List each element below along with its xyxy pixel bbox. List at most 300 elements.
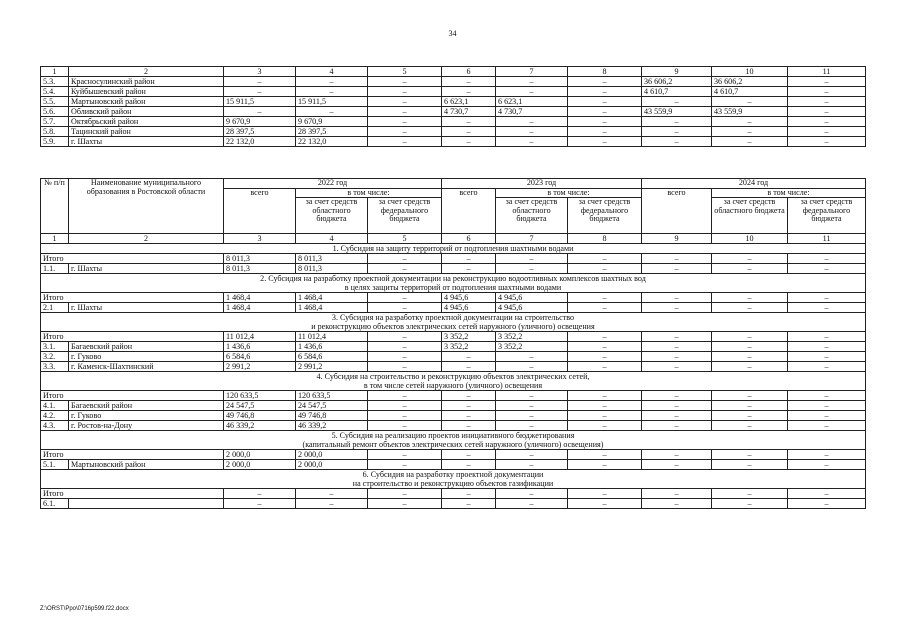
section-subtitle-row xyxy=(41,322,866,332)
section-subtitle-row xyxy=(41,381,866,391)
table-cell: – xyxy=(368,342,442,352)
table-cell: – xyxy=(296,107,368,117)
table-cell: – xyxy=(568,117,642,127)
table-cell: 6.1. xyxy=(41,499,69,509)
table-cell: – xyxy=(368,87,442,97)
table-cell: – xyxy=(788,127,866,137)
table-row xyxy=(41,264,866,274)
column-number: 2 xyxy=(69,234,224,244)
table-cell: 4 945,6 xyxy=(442,293,496,303)
table-cell: – xyxy=(712,117,788,127)
section-title-row xyxy=(41,470,866,480)
table-cell: – xyxy=(368,450,442,460)
table-cell: 3 352,2 xyxy=(496,342,568,352)
table-cell: – xyxy=(642,293,712,303)
table-cell: 28 397,5 xyxy=(296,127,368,137)
table-cell: – xyxy=(496,401,568,411)
table-cell: – xyxy=(296,499,368,509)
column-number: 6 xyxy=(442,234,496,244)
table-cell: – xyxy=(296,87,368,97)
table-cell: – xyxy=(788,137,866,147)
header-incl: в том числе: xyxy=(712,188,866,198)
section-title-row xyxy=(41,244,866,254)
table-cell: – xyxy=(712,450,788,460)
table-cell: – xyxy=(442,264,496,274)
table-cell: – xyxy=(568,499,642,509)
table-cell: 11 012,4 xyxy=(224,332,296,342)
table-cell: – xyxy=(568,293,642,303)
table-cell: Красносулинский район xyxy=(69,77,224,87)
table-cell: – xyxy=(712,362,788,372)
table-cell: 46 339,2 xyxy=(296,421,368,431)
table-cell: 49 746,8 xyxy=(296,411,368,421)
table-cell: – xyxy=(642,352,712,362)
table-cell: 5.8. xyxy=(41,127,69,137)
table-cell: – xyxy=(368,332,442,342)
table-cell: – xyxy=(642,362,712,372)
table-cell: Тацинский район xyxy=(69,127,224,137)
table-cell: 5.5. xyxy=(41,97,69,107)
table-cell: – xyxy=(568,489,642,499)
table-cell: 24 547,5 xyxy=(296,401,368,411)
table-cell: – xyxy=(712,499,788,509)
table-row xyxy=(41,107,866,117)
table-cell: г. Гуково xyxy=(69,411,224,421)
table-cell: – xyxy=(788,342,866,352)
table-cell: – xyxy=(368,499,442,509)
table-cell: 4 945,6 xyxy=(496,303,568,313)
table-cell: 5.7. xyxy=(41,117,69,127)
section-title: 1. Субсидия на защиту территорий от подтопления шахтными водами xyxy=(41,244,866,254)
table-cell: – xyxy=(442,117,496,127)
table-cell: – xyxy=(788,460,866,470)
section-title: 4. Субсидия на строительство и реконструкцию объектов электрических сетей, xyxy=(41,372,866,382)
table-cell: – xyxy=(368,293,442,303)
table-row xyxy=(41,421,866,431)
table-cell: 6 623,1 xyxy=(496,97,568,107)
section-title-row xyxy=(41,274,866,284)
table-cell: – xyxy=(442,87,496,97)
table-cell: – xyxy=(712,342,788,352)
table-cell: – xyxy=(568,362,642,372)
table-cell: – xyxy=(224,499,296,509)
table-cell: 2 000,0 xyxy=(224,450,296,460)
table-cell: – xyxy=(788,264,866,274)
table-cell: 5.9. xyxy=(41,137,69,147)
table-cell: – xyxy=(442,352,496,362)
table-cell: – xyxy=(442,254,496,264)
header-row-years xyxy=(41,179,866,189)
table-cell: 4.1. xyxy=(41,401,69,411)
column-number: 1 xyxy=(41,234,69,244)
section-subtitle-row xyxy=(41,283,866,293)
header-federal: за счет средств федерального бюджета xyxy=(568,198,642,234)
table-cell: – xyxy=(368,460,442,470)
table-cell: – xyxy=(368,362,442,372)
table-cell: – xyxy=(712,264,788,274)
table-cell: 8 011,3 xyxy=(296,254,368,264)
table-cell: – xyxy=(788,97,866,107)
table-cell: 22 132,0 xyxy=(296,137,368,147)
table-cell: 36 606,2 xyxy=(712,77,788,87)
table-cell: 6 623,1 xyxy=(442,97,496,107)
table-cell: 2 000,0 xyxy=(224,460,296,470)
table-row xyxy=(41,401,866,411)
section-subtitle: (капитальный ремонт объектов электрических сетей наружного (уличного) освещения) xyxy=(41,440,866,450)
table-cell: 11 012,4 xyxy=(296,332,368,342)
total-row xyxy=(41,489,866,499)
header-total: всего xyxy=(442,188,496,234)
table-cell: – xyxy=(788,499,866,509)
table-cell: г. Каменск-Шахтинский xyxy=(69,362,224,372)
table-row xyxy=(41,460,866,470)
section-subtitle: в целях защиты территорий от подтопления шахтными водами xyxy=(41,283,866,293)
table-cell: 2 991,2 xyxy=(296,362,368,372)
table-cell: – xyxy=(442,421,496,431)
table-cell: – xyxy=(442,460,496,470)
table-cell: 2 000,0 xyxy=(296,450,368,460)
table-cell: 46 339,2 xyxy=(224,421,296,431)
table-cell: – xyxy=(496,411,568,421)
table-cell: г. Шахты xyxy=(69,264,224,274)
table-cell: – xyxy=(712,254,788,264)
table-cell: – xyxy=(496,489,568,499)
table-cell: Багаевский район xyxy=(69,401,224,411)
total-label: Итого xyxy=(41,450,224,460)
table-cell: – xyxy=(712,97,788,107)
column-number-row xyxy=(41,67,866,77)
column-number: 5 xyxy=(368,234,442,244)
table-cell: 4 610,7 xyxy=(642,87,712,97)
total-row xyxy=(41,450,866,460)
table-cell: – xyxy=(368,77,442,87)
table-cell: 5.1. xyxy=(41,460,69,470)
table-cell: 43 559,9 xyxy=(642,107,712,117)
table-cell: – xyxy=(496,499,568,509)
table-cell: 4 945,6 xyxy=(496,293,568,303)
table-cell: – xyxy=(642,264,712,274)
table-cell: – xyxy=(568,77,642,87)
table-cell: 15 911,5 xyxy=(224,97,296,107)
table-cell: – xyxy=(496,254,568,264)
table-cell: – xyxy=(568,352,642,362)
section-subtitle: в том числе сетей наружного (уличного) освещения xyxy=(41,381,866,391)
total-row xyxy=(41,254,866,264)
section-title-row xyxy=(41,313,866,323)
table-cell: – xyxy=(568,107,642,117)
table-cell: – xyxy=(642,127,712,137)
table-cell: 1 436,6 xyxy=(296,342,368,352)
column-number: 10 xyxy=(712,67,788,77)
table-cell: – xyxy=(568,450,642,460)
table-cell: г. Ростов-на-Дону xyxy=(69,421,224,431)
header-incl: в том числе: xyxy=(496,188,642,198)
table-row xyxy=(41,117,866,127)
table-cell: 2.1 xyxy=(41,303,69,313)
table-cell: – xyxy=(368,401,442,411)
table-cell: 1 468,4 xyxy=(296,293,368,303)
table-cell: Куйбышевский район xyxy=(69,87,224,97)
table-row xyxy=(41,411,866,421)
table-cell: 5.3. xyxy=(41,77,69,87)
table-cell: – xyxy=(568,87,642,97)
table-cell: 36 606,2 xyxy=(642,77,712,87)
column-number: 4 xyxy=(296,234,368,244)
table-cell: – xyxy=(642,401,712,411)
header-year-2024: 2024 год xyxy=(642,179,866,189)
table-cell: 2 000,0 xyxy=(296,460,368,470)
column-number: 7 xyxy=(496,234,568,244)
table-cell: – xyxy=(788,352,866,362)
table-cell: – xyxy=(642,97,712,107)
table-cell: – xyxy=(368,489,442,499)
table-cell: – xyxy=(496,352,568,362)
column-number: 11 xyxy=(788,234,866,244)
table-cell: – xyxy=(368,421,442,431)
table-row xyxy=(41,352,866,362)
table-cell: – xyxy=(442,391,496,401)
table-cell: – xyxy=(712,352,788,362)
table-cell: – xyxy=(496,391,568,401)
table-row xyxy=(41,77,866,87)
table-cell: 1 468,4 xyxy=(224,293,296,303)
table-cell: – xyxy=(368,97,442,107)
table-cell: – xyxy=(642,137,712,147)
table-cell: – xyxy=(788,87,866,97)
table-cell: – xyxy=(568,460,642,470)
table-cell: – xyxy=(712,303,788,313)
table-row xyxy=(41,137,866,147)
table-cell: – xyxy=(712,421,788,431)
table-cell: – xyxy=(442,77,496,87)
table-cell: – xyxy=(368,254,442,264)
table-cell: 49 746,8 xyxy=(224,411,296,421)
total-label: Итого xyxy=(41,293,224,303)
table-cell: – xyxy=(568,137,642,147)
continuation-table xyxy=(40,66,866,147)
table-cell: – xyxy=(368,391,442,401)
table-cell: 5.6. xyxy=(41,107,69,117)
header-regional: за счет средств областного бюджета xyxy=(496,198,568,234)
total-row xyxy=(41,332,866,342)
table-cell: 4.2. xyxy=(41,411,69,421)
table-cell: Багаевский район xyxy=(69,342,224,352)
table-cell: – xyxy=(788,421,866,431)
table-cell: – xyxy=(568,97,642,107)
table-cell: – xyxy=(568,264,642,274)
table-cell: – xyxy=(568,411,642,421)
header-year-2023: 2023 год xyxy=(442,179,642,189)
column-number-row xyxy=(41,234,866,244)
table-cell: – xyxy=(442,137,496,147)
table-row xyxy=(41,303,866,313)
table-cell: – xyxy=(442,401,496,411)
section-title: 2. Субсидия на разработку проектной документации на реконструкцию водоотливных комплексов шахтных вод xyxy=(41,274,866,284)
table-cell: 4 730,7 xyxy=(496,107,568,117)
table-cell: 1 468,4 xyxy=(224,303,296,313)
table-cell: – xyxy=(568,401,642,411)
table-cell: – xyxy=(788,362,866,372)
header-regional: за счет средств областного бюджета xyxy=(712,198,788,234)
column-number: 1 xyxy=(41,67,69,77)
table-cell: – xyxy=(224,77,296,87)
table-cell: – xyxy=(442,489,496,499)
table-cell: 1.1. xyxy=(41,264,69,274)
table-cell: 2 991,2 xyxy=(224,362,296,372)
table-cell: – xyxy=(496,421,568,431)
total-row xyxy=(41,293,866,303)
table-cell: – xyxy=(368,127,442,137)
table-cell: – xyxy=(568,303,642,313)
table-cell: – xyxy=(368,411,442,421)
header-incl: в том числе: xyxy=(296,188,442,198)
table-cell: – xyxy=(368,303,442,313)
header-num: № п/п xyxy=(41,179,69,234)
table-cell: г. Шахты xyxy=(69,137,224,147)
table-cell: 120 633,5 xyxy=(296,391,368,401)
table-cell: 6 584,6 xyxy=(296,352,368,362)
table-cell: – xyxy=(442,499,496,509)
table-cell: г. Шахты xyxy=(69,303,224,313)
table-cell: – xyxy=(642,421,712,431)
column-number: 11 xyxy=(788,67,866,77)
table-row xyxy=(41,127,866,137)
table-cell: – xyxy=(496,137,568,147)
total-label: Итого xyxy=(41,489,224,499)
table-cell: – xyxy=(368,352,442,362)
table-cell: Мартыновский район xyxy=(69,97,224,107)
column-number: 4 xyxy=(296,67,368,77)
table-cell: 43 559,9 xyxy=(712,107,788,117)
table-cell: – xyxy=(642,342,712,352)
table-cell: – xyxy=(224,87,296,97)
total-row xyxy=(41,391,866,401)
table-cell: – xyxy=(442,362,496,372)
table-cell: – xyxy=(496,460,568,470)
table-cell: – xyxy=(496,77,568,87)
table-cell: 1 468,4 xyxy=(296,303,368,313)
table-cell: 120 633,5 xyxy=(224,391,296,401)
file-path-footer: Z:\ORST\Ppo\0716p599.f22.docx xyxy=(40,606,129,612)
table-cell: – xyxy=(496,264,568,274)
table-cell: – xyxy=(712,391,788,401)
table-cell: – xyxy=(788,107,866,117)
table-cell: – xyxy=(642,499,712,509)
table-cell: – xyxy=(568,254,642,264)
header-name: Наименование муниципального образования в Ростовской области xyxy=(69,179,224,234)
table-cell: – xyxy=(642,411,712,421)
table-cell: – xyxy=(642,391,712,401)
table-row xyxy=(41,362,866,372)
table-cell: – xyxy=(368,107,442,117)
table-cell: – xyxy=(496,87,568,97)
table-cell: – xyxy=(496,362,568,372)
section-title-row xyxy=(41,431,866,441)
table-cell: – xyxy=(712,401,788,411)
table-cell: – xyxy=(296,77,368,87)
table-cell: – xyxy=(712,489,788,499)
table-cell: 4.3. xyxy=(41,421,69,431)
table-cell: – xyxy=(788,401,866,411)
table-cell xyxy=(69,499,224,509)
table-cell: – xyxy=(712,460,788,470)
header-federal: за счет средств федерального бюджета xyxy=(788,198,866,234)
table-cell: – xyxy=(788,117,866,127)
page-number: 34 xyxy=(448,29,457,38)
table-cell: – xyxy=(712,332,788,342)
table-cell: – xyxy=(368,264,442,274)
table-cell: – xyxy=(788,450,866,460)
header-federal: за счет средств федерального бюджета xyxy=(368,198,442,234)
table-cell: – xyxy=(568,332,642,342)
table-cell: 4 610,7 xyxy=(712,87,788,97)
column-number: 10 xyxy=(712,234,788,244)
table-cell: – xyxy=(368,137,442,147)
table-cell: – xyxy=(788,303,866,313)
table-cell: – xyxy=(224,489,296,499)
column-number: 3 xyxy=(224,234,296,244)
table-cell: г. Гуково xyxy=(69,352,224,362)
subsidy-table xyxy=(40,178,866,509)
table-cell: – xyxy=(712,127,788,137)
section-subtitle-row xyxy=(41,479,866,489)
table-cell: 3 352,2 xyxy=(496,332,568,342)
total-label: Итого xyxy=(41,332,224,342)
table-cell: – xyxy=(642,117,712,127)
table-cell: – xyxy=(568,342,642,352)
table-row xyxy=(41,97,866,107)
column-number: 9 xyxy=(642,234,712,244)
section-subtitle: на строительство и реконструкцию объектов газификации xyxy=(41,479,866,489)
table-cell: – xyxy=(642,332,712,342)
table-cell: 3.2. xyxy=(41,352,69,362)
column-number: 7 xyxy=(496,67,568,77)
table-row xyxy=(41,342,866,352)
table-cell: – xyxy=(296,489,368,499)
section-title: 3. Субсидия на разработку проектной документации на строительство xyxy=(41,313,866,323)
table-cell: 3 352,2 xyxy=(442,342,496,352)
table-row xyxy=(41,87,866,97)
table-cell: – xyxy=(642,254,712,264)
table-cell: – xyxy=(788,293,866,303)
table-cell: – xyxy=(788,391,866,401)
table-cell: – xyxy=(224,107,296,117)
table-cell: 24 547,5 xyxy=(224,401,296,411)
table-cell: 6 584,6 xyxy=(224,352,296,362)
header-year-2022: 2022 год xyxy=(224,179,442,189)
table-cell: – xyxy=(788,254,866,264)
table-cell: 8 011,3 xyxy=(296,264,368,274)
table-cell: 3.1. xyxy=(41,342,69,352)
table-cell: – xyxy=(496,117,568,127)
section-title: 6. Субсидия на разработку проектной документации xyxy=(41,470,866,480)
table-row xyxy=(41,499,866,509)
column-number: 2 xyxy=(69,67,224,77)
column-number: 5 xyxy=(368,67,442,77)
table-cell: 8 011,3 xyxy=(224,254,296,264)
total-label: Итого xyxy=(41,391,224,401)
table-cell: 15 911,5 xyxy=(296,97,368,107)
table-cell: 3.3. xyxy=(41,362,69,372)
section-subtitle: и реконструкцию объектов электрических сетей наружного (уличного) освещения xyxy=(41,322,866,332)
table-cell: – xyxy=(642,460,712,470)
table-cell: – xyxy=(368,117,442,127)
table-cell: Октябрьский район xyxy=(69,117,224,127)
total-label: Итого xyxy=(41,254,224,264)
table-cell: 3 352,2 xyxy=(442,332,496,342)
column-number: 8 xyxy=(568,234,642,244)
section-subtitle-row xyxy=(41,440,866,450)
